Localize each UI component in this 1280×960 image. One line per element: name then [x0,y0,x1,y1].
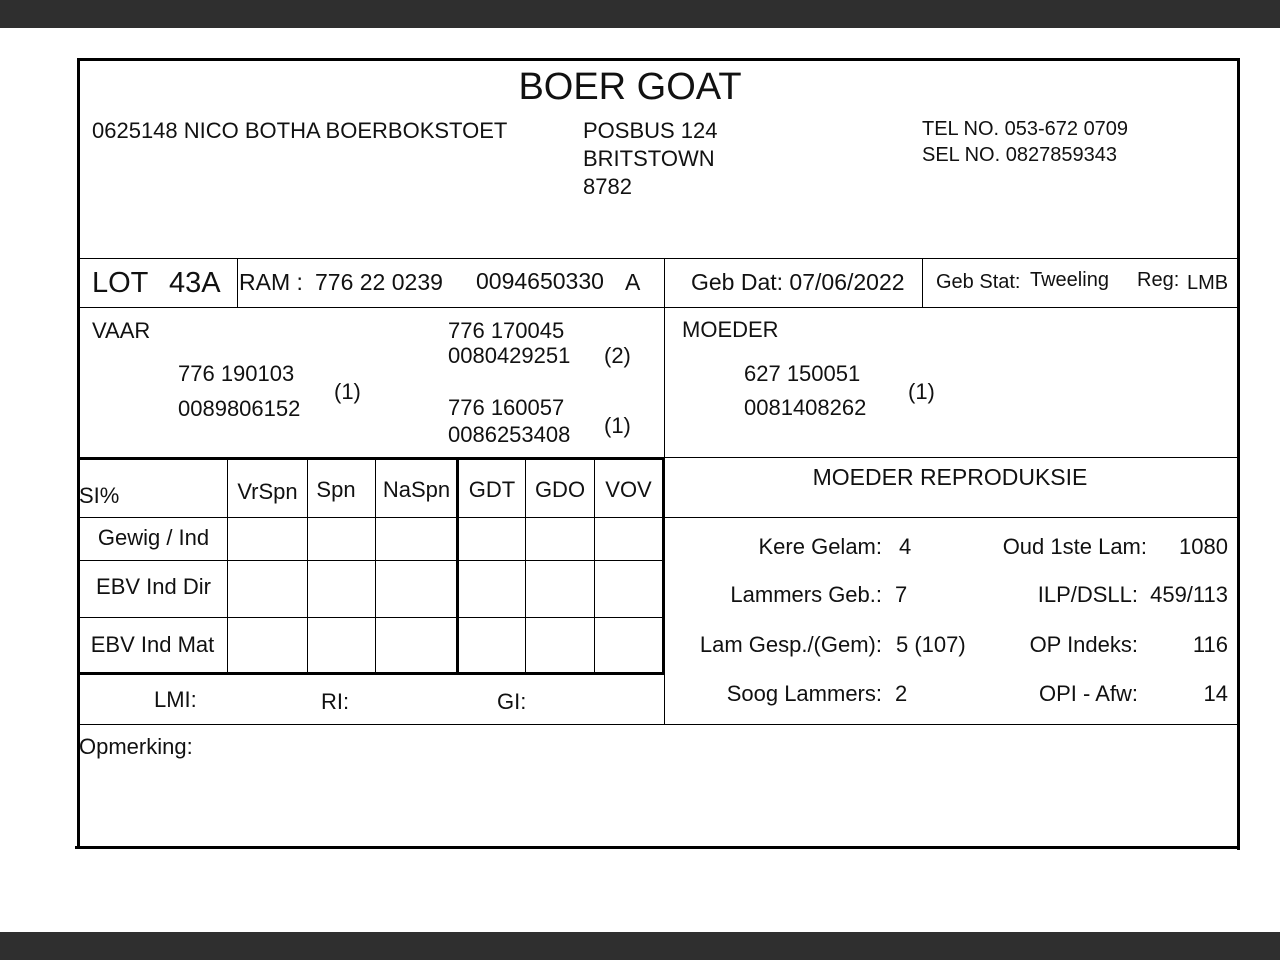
ram-label: RAM : [239,269,303,295]
ebv-col-header: SI% [79,483,120,508]
rule-below-pedigree [664,457,1237,458]
ebv-table-top [80,457,664,460]
sire-count: (1) [334,379,361,404]
dam-id: 0081408262 [744,395,867,420]
ebv-row-label: Gewig / Ind [97,525,210,550]
cell-number: SEL NO. 0827859343 [922,144,1117,166]
rule-below-lot [80,307,1237,308]
rule-center-divider [664,307,665,725]
ebv-row-label: EBV Ind Mat [90,632,215,657]
repro-right-label: ILP/DSLL: [1037,582,1138,607]
ebv-col-header: GDT [468,477,516,502]
grand-sire-2-count: (1) [604,413,631,438]
ebv-col-header: VrSpn [237,479,298,504]
repro-left-value: 7 [895,582,908,607]
gi-label: GI: [497,689,527,714]
sire-number: 776 190103 [178,361,295,386]
animal-id: 0094650330 [476,268,604,294]
card-border-right [1237,58,1240,850]
ebv-col-header: NaSpn [382,477,451,502]
address-line-3: 8782 [583,174,632,199]
ebv-col-header: Spn [316,477,356,502]
repro-right-label: OPI - Afw: [1038,681,1138,706]
ebv-col-header: GDO [534,477,586,502]
ebv-table-bottom [80,672,664,675]
card-border-left [77,58,80,848]
card-title: BOER GOAT [518,66,742,108]
ebv-row-rule [80,560,664,561]
lmi-label: LMI: [154,687,197,712]
birth-date: Geb Dat: 07/06/2022 [691,269,905,295]
sire-label: VAAR [92,318,151,343]
repro-left-label: Lam Gesp./(Gem): [699,632,882,657]
repro-right-value: 459/113 [1150,582,1228,607]
repro-right-value: 14 [1203,681,1228,706]
grand-sire-1-number: 776 170045 [448,318,565,343]
ebv-col-header: VOV [605,477,652,502]
ebv-row-rule [80,517,664,518]
animal-id-suffix: A [625,269,641,295]
card-border-bottom [75,846,1240,849]
ram-number: 776 22 0239 [315,269,443,295]
remarks-label: Opmerking: [79,734,193,759]
dam-number: 627 150051 [744,361,861,386]
lot-number: 43A [169,267,221,299]
grand-sire-2-number: 776 160057 [448,395,565,420]
repro-left-label: Kere Gelam: [758,534,882,559]
phone-number: TEL NO. 053-672 0709 [922,118,1129,140]
repro-right-value: 1080 [1179,534,1228,559]
grand-sire-1-count: (2) [604,343,631,368]
card-border-top [77,58,1240,61]
birth-status-label: Geb Stat: [936,271,1021,293]
repro-left-value: 5 (107) [896,632,966,657]
sire-id: 0089806152 [178,396,301,421]
repro-left-value: 4 [899,534,912,559]
grand-sire-2-id: 0086253408 [448,422,571,447]
repro-right-label: OP Indeks: [1029,632,1138,657]
reg-label: Reg: [1137,269,1180,291]
ebv-row-rule [80,617,664,618]
rule-below-header [80,258,1237,259]
ri-label: RI: [321,689,350,714]
rule-stat-divider [922,258,923,307]
rule-below-indexes [80,724,1237,725]
rule-lot-divider [237,258,238,307]
repro-right-label: Oud 1ste Lam: [1002,534,1147,559]
ebv-row-label: EBV Ind Dir [96,574,211,599]
grand-sire-1-id: 0080429251 [448,343,571,368]
reg-value: LMB [1187,272,1229,294]
birth-status: Tweeling [1030,269,1109,291]
address-line-2: BRITSTOWN [583,146,715,171]
rule-date-divider [664,258,665,307]
repro-left-label: Lammers Geb.: [730,582,882,607]
dam-label: MOEDER [682,317,779,342]
address-line-1: POSBUS 124 [583,118,718,143]
repro-left-label: Soog Lammers: [726,681,882,706]
lot-label: LOT [92,267,149,299]
repro-left-value: 2 [895,681,908,706]
dam-reproduction-title: MOEDER REPRODUKSIE [812,464,1088,490]
rule-below-repro-title [664,517,1237,518]
dam-count: (1) [908,379,935,404]
repro-right-value: 116 [1192,632,1228,657]
breeder-name: 0625148 NICO BOTHA BOERBOKSTOET [92,118,508,143]
